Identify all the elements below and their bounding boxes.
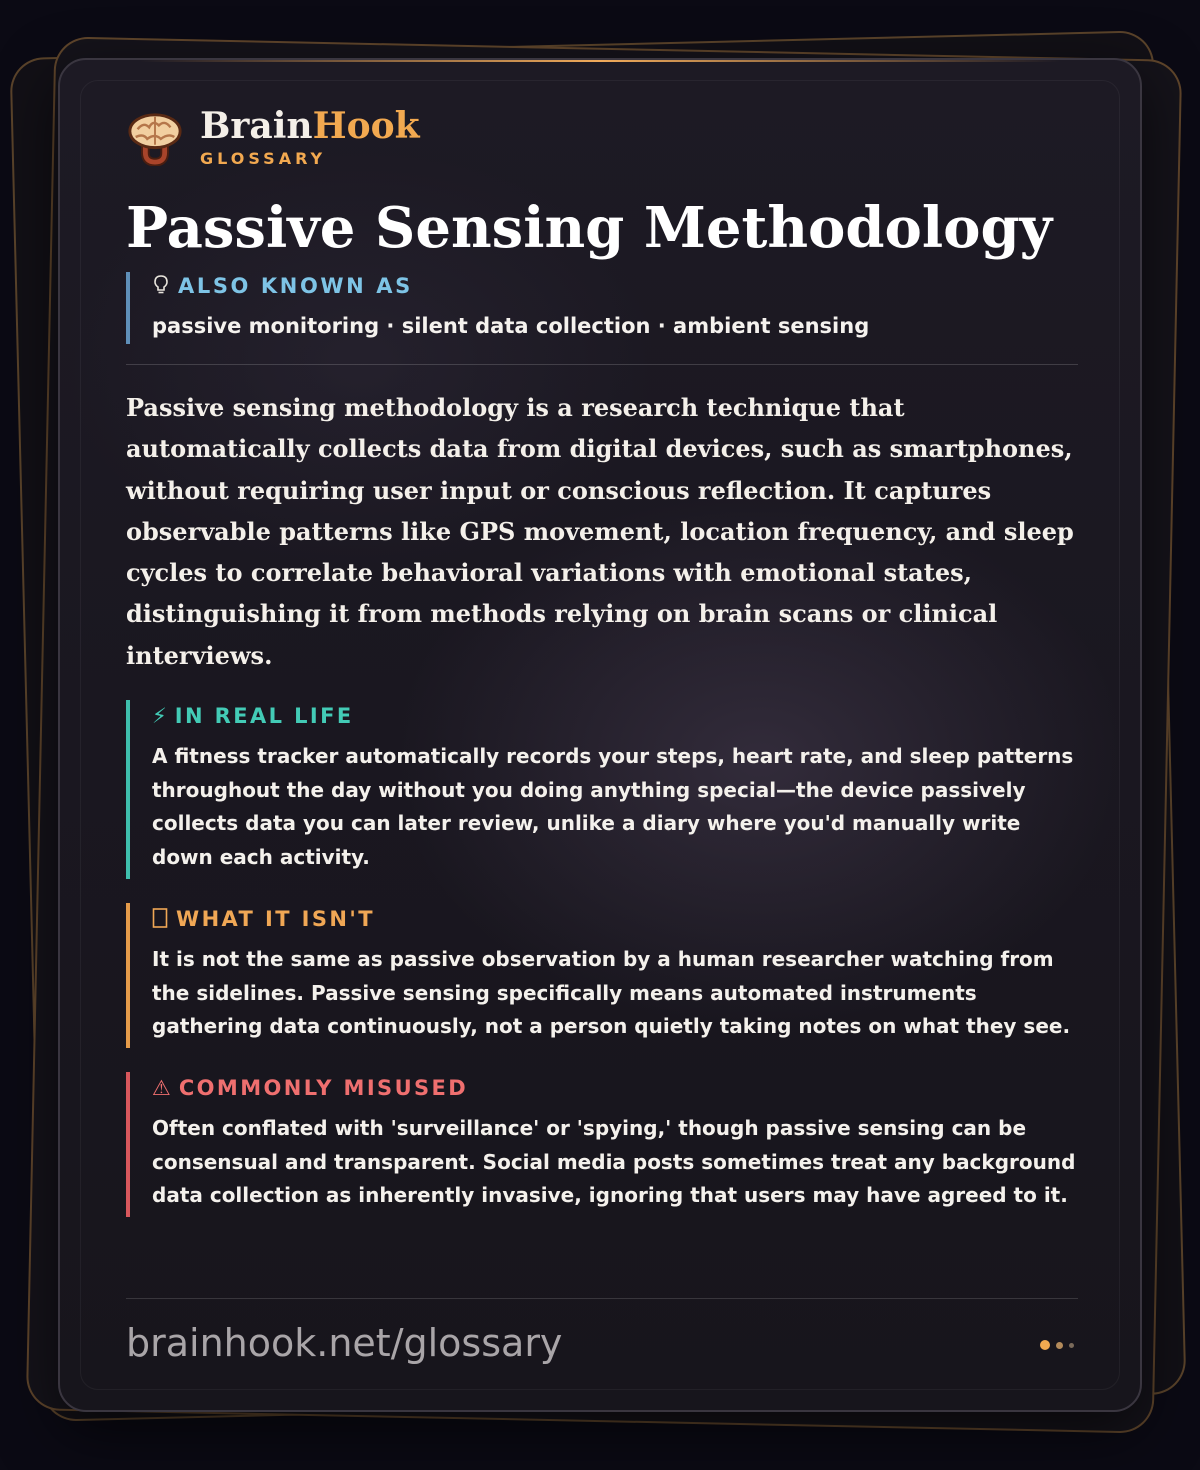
brand-subtitle: GLOSSARY (200, 148, 327, 168)
commonly-misused-label: COMMONLY MISUSED (178, 1076, 469, 1100)
in-real-life-heading (152, 702, 1078, 730)
what-it-isnt-heading (152, 905, 1078, 933)
glossary-card (58, 58, 1142, 1412)
brand-header (126, 106, 1078, 168)
pagination-dots (1034, 1340, 1074, 1350)
what-it-isnt-body: It is not the same as passive observation by a human researcher watching from the sidelines. Passive sensing specifically means automated instruments gathering data continuously, not a person quietly taking notes on what they see. (152, 946, 1071, 1039)
what-it-isnt-label: WHAT IT ISN'T (176, 906, 375, 931)
also-known-as-values: passive monitoring · silent data collection · ambient sensing (152, 314, 870, 338)
commonly-misused-body: Often conflated with 'surveillance' or 'spying,' though passive sensing can be consensual and transparent. Social media posts sometimes treat any background data collection as inherently invasive, ignoring that users may have agreed to it. (152, 1116, 1076, 1208)
also-known-as-label (152, 272, 1078, 300)
term-title: Passive Sensing Methodology (126, 195, 1053, 261)
brand-name-brain: Brain (200, 104, 313, 147)
brand-text (200, 104, 420, 168)
in-real-life-section (126, 700, 1078, 879)
dot-3 (1069, 1343, 1074, 1348)
dot-2 (1056, 1342, 1063, 1349)
footer-url: brainhook.net/glossary (126, 1321, 563, 1365)
also-known-as-block (126, 272, 1078, 344)
lightning-icon: ⚡ (152, 704, 167, 729)
brain-hook-icon (126, 108, 184, 166)
card-top-highlight (140, 60, 1060, 62)
in-real-life-label: IN REAL LIFE (174, 704, 354, 729)
definition-text: Passive sensing methodology is a research technique that automatically collects data from digital devices, such as smartphones, without requiring user input or conscious reflection. It captures observable patterns like GPS movement, location frequency, and sleep cycles to correlate behavioral variations with emotional states, distinguishing it from methods relying on brain scans or clinical interviews. (126, 393, 1074, 670)
no-entry-icon (152, 905, 168, 933)
dot-active (1040, 1340, 1050, 1350)
brand-name (200, 104, 420, 147)
warning-icon: ⚠ (152, 1076, 171, 1100)
commonly-misused-section (126, 1072, 1078, 1217)
footer-divider (126, 1298, 1078, 1299)
lightbulb-icon (152, 272, 170, 300)
brand-name-hook: Hook (312, 104, 420, 147)
commonly-misused-heading (152, 1074, 1078, 1102)
in-real-life-body: A fitness tracker automatically records your steps, heart rate, and sleep patterns throughout the day without you doing anything special—the device passively collects data you can later review, unlike a diary where you'd manually write down each activity. (152, 744, 1074, 870)
what-it-isnt-section (126, 903, 1078, 1048)
also-known-as-text: ALSO KNOWN AS (178, 274, 413, 298)
card-content (126, 106, 1078, 1217)
header-divider (126, 364, 1078, 365)
